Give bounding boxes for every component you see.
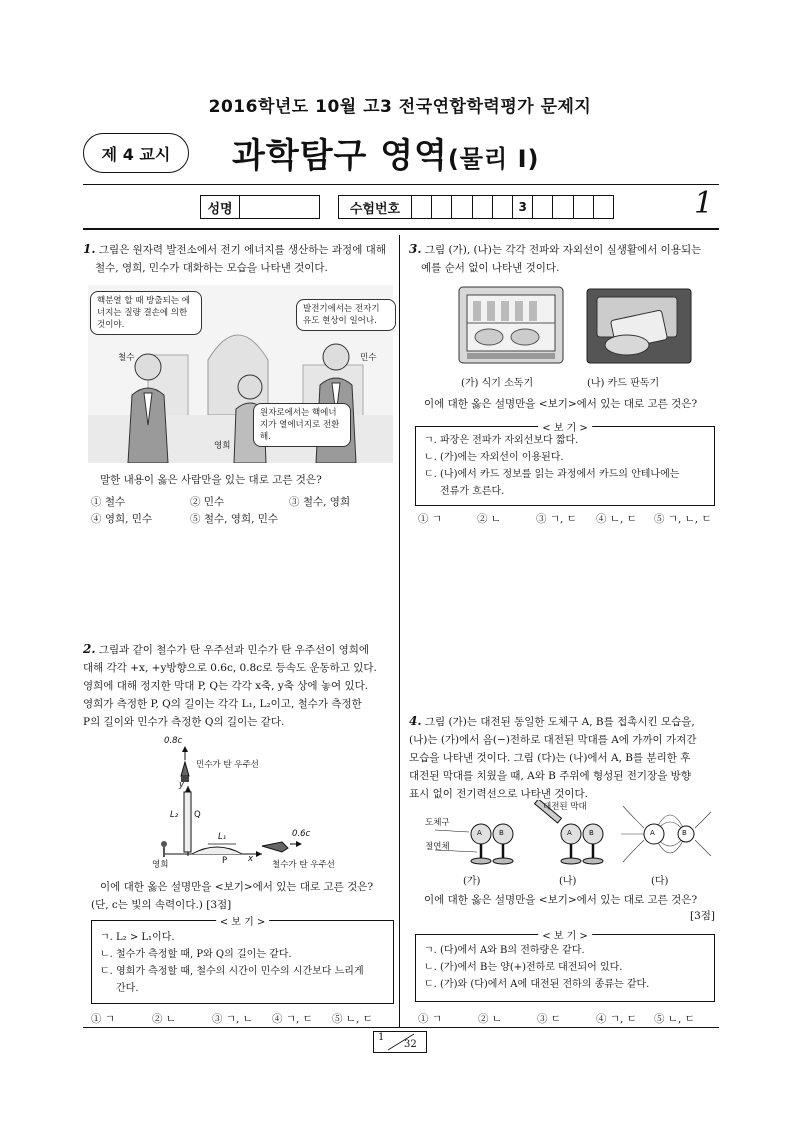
q2-question: 이에 대한 옳은 설명만을 <보기>에서 있는 대로 고른 것은? [100, 881, 374, 893]
sphere-label: 도체구 [425, 818, 450, 828]
label-younghee: 영희 [214, 441, 231, 451]
q2-item-c: ㄷ. 영희가 측정할 때, 철수의 시간이 민수의 시간보다 느리게 [100, 966, 364, 977]
q3-number: 3. [409, 242, 422, 256]
observer-label: 영희 [152, 860, 169, 870]
q1-choice-4[interactable]: ④ 영희, 민수 [91, 513, 153, 525]
q2-text-line: 영희에 대해 정지한 막대 P, Q는 각각 x축, y축 상에 놓여 있다. [83, 680, 369, 692]
charged-rod-label: 대전된 막대 [543, 802, 587, 812]
card-reader-icon [583, 285, 695, 367]
q2-text-line: P의 길이와 민수가 측정한 Q의 길이는 같다. [83, 716, 285, 728]
length-l1-label: L₁ [218, 832, 227, 842]
exam-number-cell[interactable] [452, 196, 472, 218]
q3-caption-b: (나) 카드 판독기 [587, 378, 660, 389]
dish-sterilizer-image [455, 285, 567, 367]
q4-bogi-box [415, 931, 715, 1002]
q3-question: 이에 대한 옳은 설명만을 <보기>에서 있는 대로 고른 것은? [424, 398, 698, 410]
column-divider [399, 235, 400, 1027]
sphere-a-label-2: A [567, 829, 572, 837]
q4-question: 이에 대한 옳은 설명만을 <보기>에서 있는 대로 고른 것은? [424, 894, 698, 906]
q4-choice-3[interactable]: ③ ㄷ [537, 1013, 561, 1025]
exam-number-cell[interactable] [432, 196, 452, 218]
q2-choice-5[interactable]: ⑤ ㄴ, ㄷ [332, 1013, 373, 1025]
q2-choice-1[interactable]: ① ㄱ [91, 1013, 115, 1025]
exam-number-cell[interactable] [493, 196, 513, 218]
q4-number: 4. [409, 714, 422, 728]
insulator-label: 절연체 [425, 842, 450, 852]
q2-item-c-cont: 간다. [116, 983, 139, 994]
q1-text-line: 그림은 원자력 발전소에서 전기 에너지를 생산하는 과정에 대해 [98, 244, 386, 256]
q4-text-line: (나)는 (가)에서 음(−)전하로 대전된 막대를 A에 가까이 가져간 [409, 734, 697, 746]
footer-rule [83, 1027, 719, 1028]
exam-number-cell[interactable] [574, 196, 594, 218]
footer-total: 32 [404, 1039, 417, 1050]
exam-number-cell[interactable] [533, 196, 553, 218]
q4-choice-5[interactable]: ⑤ ㄴ, ㄷ [654, 1013, 695, 1025]
q3-choice-2[interactable]: ② ㄴ [477, 513, 501, 525]
label-minsu: 민수 [360, 353, 377, 363]
q2-item-a: ㄱ. L₂ > L₁이다. [100, 932, 175, 943]
q3-item-c: ㄷ. (나)에서 카드 정보를 읽는 과정에서 카드의 안테나에는 [424, 469, 680, 480]
q3-item-c-cont: 전류가 흐른다. [440, 486, 505, 497]
q3-bogi-box [415, 423, 715, 506]
q2-text-line: 대해 각각 +x, +y방향으로 0.6c, 0.8c로 등속도 운동하고 있다. [83, 662, 377, 674]
subject-name: 과학탐구 영역 [232, 136, 448, 176]
q4-caption-c: (다) [651, 876, 669, 887]
q1-stem [83, 240, 393, 277]
length-l2-label: L₂ [170, 810, 179, 820]
q4-text-line: 표시 없이 전기력선으로 나타낸 것이다. [409, 788, 588, 800]
q4-points: [3점] [690, 910, 716, 922]
speed-x-label: 0.6c [292, 829, 311, 839]
q2-choice-4[interactable]: ④ ㄱ, ㄷ [272, 1013, 313, 1025]
page-number: 1 [694, 186, 714, 221]
ship-y-label: 민수가 탄 우주선 [196, 760, 259, 770]
sphere-b-label-3: B [682, 829, 687, 837]
exam-number-cell[interactable] [594, 196, 613, 218]
sphere-a-label-1: A [477, 829, 482, 837]
q4-text-line: 대전된 막대를 치웠을 때, A와 B 주위에 형성된 전기장을 방향 [409, 770, 691, 782]
card-reader-image [583, 285, 695, 367]
page-indicator [373, 1031, 427, 1053]
q4-stem [409, 712, 721, 803]
header-rule [83, 184, 719, 185]
axis-x-label: x [248, 854, 254, 864]
q4-caption-a: (가) [463, 876, 481, 887]
sphere-a-label-3: A [650, 829, 655, 837]
q1-choice-3[interactable]: ③ 철수, 영희 [289, 496, 351, 508]
rod-p-label: P [222, 856, 228, 866]
sphere-b-label-1: B [499, 829, 504, 837]
q2-bogi-box [91, 917, 394, 1004]
q4-bogi-title: < 보 기 > [538, 927, 592, 942]
q4-item-c: ㄷ. (가)와 (다)에서 A에 대전된 전하의 종류는 같다. [424, 979, 650, 990]
footer-page: 1 [378, 1032, 385, 1043]
axis-y-label: y [179, 780, 185, 790]
q2-question-note: (단, c는 빛의 속력이다.) [3점] [91, 899, 232, 911]
q4-choice-1[interactable]: ① ㄱ [418, 1013, 442, 1025]
q3-item-b: ㄴ. (가)에는 자외선이 이용된다. [424, 452, 564, 463]
name-box [200, 195, 320, 219]
subject-title [232, 128, 540, 177]
q1-number: 1. [83, 242, 96, 256]
speed-y-label: 0.8c [164, 736, 183, 746]
label-cheolsu: 철수 [118, 353, 135, 363]
q1-choice-1[interactable]: ① 철수 [91, 496, 126, 508]
q4-text-line: 그림 (가)는 대전된 동일한 도체구 A, B를 접촉시킨 모습을, [424, 716, 695, 728]
q4-caption-b: (나) [559, 876, 577, 887]
bubble-cheolsu: 핵분열 할 때 방출되는 에너지는 질량 결손에 의한 것이야. [90, 291, 202, 335]
q1-figure [88, 285, 393, 463]
q1-choice-2[interactable]: ② 민수 [190, 496, 225, 508]
dish-sterilizer-icon [455, 285, 567, 367]
q4-choice-2[interactable]: ② ㄴ [478, 1013, 502, 1025]
q1-text-line: 철수, 영희, 민수가 대화하는 모습을 나타낸 것이다. [95, 262, 328, 274]
q3-choice-1[interactable]: ① ㄱ [418, 513, 442, 525]
subject-sub: (물리 Ⅰ) [447, 145, 540, 173]
q3-bogi-title: < 보 기 > [538, 419, 592, 434]
q3-item-a: ㄱ. 파장은 전파가 자외선보다 짧다. [424, 435, 579, 446]
period-badge: 제 4 교시 [83, 133, 189, 173]
ship-x-label: 철수가 탄 우주선 [272, 860, 335, 870]
q1-question: 말한 내용이 옳은 사람만을 있는 대로 고른 것은? [100, 474, 322, 486]
q1-choice-5[interactable]: ⑤ 철수, 영희, 민수 [190, 513, 279, 525]
q2-item-b: ㄴ. 철수가 측정할 때, P와 Q의 길이는 같다. [100, 949, 292, 960]
name-label: 성명 [201, 196, 240, 218]
q2-number: 2. [83, 642, 96, 656]
q2-bogi-title: < 보 기 > [216, 913, 270, 928]
q2-text-line: 그림과 같이 철수가 탄 우주선과 민수가 탄 우주선이 영희에 [98, 644, 370, 656]
q3-text-line: 그림 (가), (나)는 각각 전파와 자외선이 실생활에서 이용되는 [424, 244, 702, 256]
q3-choice-5[interactable]: ⑤ ㄱ, ㄴ, ㄷ [654, 513, 712, 525]
q2-stem [83, 640, 395, 731]
exam-number-label: 수험번호 [339, 196, 412, 218]
exam-title: 2016학년도 10월 고3 전국연합학력평가 문제지 [208, 97, 592, 117]
q3-choice-4[interactable]: ④ ㄴ, ㄷ [596, 513, 637, 525]
bubble-younghee: 원자로에서는 핵에너지가 열에너지로 전환해. [253, 403, 351, 447]
q4-text-line: 모습을 나타낸 것이다. 그림 (다)는 (나)에서 A, B를 분리한 후 [409, 752, 691, 764]
exam-number-box [338, 195, 614, 219]
name-field[interactable] [240, 196, 319, 218]
exam-number-cell[interactable] [553, 196, 573, 218]
q4-item-b: ㄴ. (가)에서 B는 양(+)전하로 대전되어 있다. [424, 962, 623, 973]
q3-choice-3[interactable]: ③ ㄱ, ㄷ [536, 513, 577, 525]
q3-text-line: 예를 순서 없이 나타낸 것이다. [421, 262, 560, 274]
q2-choice-2[interactable]: ② ㄴ [152, 1013, 176, 1025]
header-rule-bottom [83, 228, 719, 230]
q3-stem [409, 240, 721, 277]
q2-text-line: 영희가 측정한 P, Q의 길이는 각각 L₁, L₂이고, 철수가 측정한 [83, 698, 362, 710]
exam-number-cell[interactable] [473, 196, 493, 218]
q3-caption-a: (가) 식기 소독기 [461, 378, 534, 389]
q4-item-a: ㄱ. (다)에서 A와 B의 전하량은 같다. [424, 945, 585, 956]
q2-choice-3[interactable]: ③ ㄱ, ㄴ [212, 1013, 253, 1025]
bubble-minsu: 발전기에서는 전자기 유도 현상이 일어나. [296, 299, 396, 331]
q2-figure [150, 736, 350, 872]
exam-number-cell[interactable] [412, 196, 432, 218]
q4-figure [425, 800, 715, 888]
relativity-diagram [150, 736, 350, 872]
sphere-b-label-2: B [589, 829, 594, 837]
q4-choice-4[interactable]: ④ ㄱ, ㄷ [596, 1013, 637, 1025]
exam-number-digit: 3 [513, 196, 533, 218]
rod-q-label: Q [194, 810, 201, 820]
